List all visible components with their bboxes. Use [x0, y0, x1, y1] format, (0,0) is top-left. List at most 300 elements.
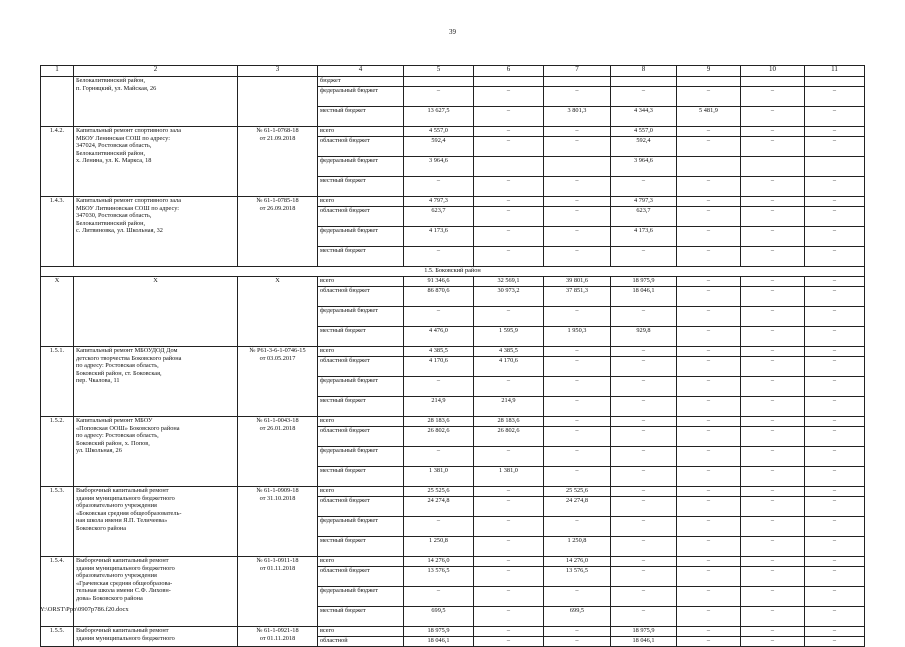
amount-cell: – — [544, 427, 611, 447]
amount-cell: – — [404, 517, 474, 537]
budget-source: федеральный бюджет — [318, 517, 404, 537]
table-body — [41, 66, 865, 647]
amount-cell: 4 797,3 — [404, 197, 474, 207]
amount-cell: – — [805, 497, 865, 517]
amount-cell: – — [544, 377, 611, 397]
description-line: ная школа имени Я.П. Теличеева» — [76, 517, 168, 524]
amount-cell: – — [611, 427, 677, 447]
amount-cell: 4 557,0 — [611, 127, 677, 137]
description-line: Выборочный капитальный ремонт — [76, 487, 169, 494]
amount-cell — [677, 77, 741, 87]
amount-cell: – — [404, 377, 474, 397]
amount-cell: 5 481,9 — [677, 107, 741, 127]
amount-cell: – — [677, 537, 741, 557]
amount-cell: – — [805, 487, 865, 497]
header-row — [41, 66, 865, 77]
amount-cell: 4 385,5 — [474, 347, 544, 357]
amount-cell: 4 385,5 — [404, 347, 474, 357]
amount-cell: – — [404, 87, 474, 107]
document-ref — [238, 417, 318, 487]
amount-cell: – — [544, 127, 611, 137]
amount-cell: – — [741, 397, 805, 417]
amount-cell: 3 801,3 — [544, 107, 611, 127]
description-line: тельная школа имени С.Ф. Лиховн- — [76, 587, 171, 594]
amount-cell: – — [544, 357, 611, 377]
budget-source: всего — [318, 627, 404, 637]
item-description — [74, 347, 238, 417]
description-line: Белокалитвинский район, — [76, 149, 146, 157]
document-ref — [238, 77, 318, 127]
amount-cell: 18 975,9 — [404, 627, 474, 637]
amount-cell: – — [474, 137, 544, 157]
amount-cell: 39 801,6 — [544, 277, 611, 287]
amount-cell: – — [741, 307, 805, 327]
amount-cell: – — [741, 327, 805, 347]
amount-cell: – — [677, 447, 741, 467]
amount-cell: – — [741, 427, 805, 447]
amount-cell: – — [805, 347, 865, 357]
amount-cell: 1 250,8 — [404, 537, 474, 557]
amount-cell: – — [474, 637, 544, 647]
column-header: 4 — [318, 66, 404, 77]
description-line: здания муниципального бюджетного — [76, 634, 175, 642]
amount-cell: – — [677, 417, 741, 427]
description-line: 347030, Ростовская область, — [76, 212, 152, 219]
amount-cell — [544, 157, 611, 177]
budget-source: местный бюджет — [318, 247, 404, 267]
amount-cell: 30 973,2 — [474, 287, 544, 307]
amount-cell: – — [805, 627, 865, 637]
document-ref — [238, 487, 318, 557]
amount-cell: – — [544, 417, 611, 427]
amount-cell: 4 476,0 — [404, 327, 474, 347]
description-line: здания муниципального бюджетного — [76, 564, 175, 572]
document-line: № 61-1-0911-18 — [256, 557, 299, 564]
amount-cell: – — [741, 637, 805, 647]
amount-cell: – — [544, 247, 611, 267]
item-description — [74, 557, 238, 627]
description-line: Капитальный ремонт спортивного зала — [76, 197, 181, 204]
budget-source: всего — [318, 347, 404, 357]
description-line: детского творчества Боковского района — [76, 354, 182, 362]
amount-cell: 4 173,6 — [611, 227, 677, 247]
amount-cell: – — [805, 197, 865, 207]
footer-path: Y:\ORST\Ppo\0907p786.f20.docx — [40, 606, 129, 613]
amount-cell: – — [677, 127, 741, 137]
description-line: дова» Боковского района — [76, 594, 143, 602]
budget-source: федеральный бюджет — [318, 157, 404, 177]
amount-cell — [404, 77, 474, 87]
amount-cell: – — [741, 137, 805, 157]
budget-source: всего — [318, 487, 404, 497]
amount-cell: – — [805, 427, 865, 447]
table-row — [41, 627, 865, 637]
amount-cell: – — [474, 487, 544, 497]
budget-source: бюджет — [318, 77, 404, 87]
amount-cell: – — [611, 537, 677, 557]
budget-source: федеральный бюджет — [318, 447, 404, 467]
amount-cell: – — [805, 137, 865, 157]
item-number: 1.5.1. — [41, 347, 74, 417]
document-ref — [238, 347, 318, 417]
budget-source: всего — [318, 197, 404, 207]
amount-cell — [611, 77, 677, 87]
budget-source: областной бюджет — [318, 207, 404, 227]
amount-cell: 86 870,6 — [404, 287, 474, 307]
amount-cell: – — [544, 177, 611, 197]
budget-source: областной бюджет — [318, 287, 404, 307]
amount-cell: – — [677, 517, 741, 537]
description-line: Боковский район, х. Попов, — [76, 439, 150, 447]
table-row — [41, 557, 865, 567]
amount-cell: – — [474, 307, 544, 327]
budget-source: федеральный бюджет — [318, 377, 404, 397]
description-line: Боковского района — [76, 524, 127, 532]
amount-cell — [741, 77, 805, 87]
amount-cell: – — [805, 587, 865, 607]
item-description — [74, 487, 238, 557]
amount-cell: – — [741, 587, 805, 607]
amount-cell: – — [677, 487, 741, 497]
amount-cell: 24 274,8 — [404, 497, 474, 517]
column-header: 2 — [74, 66, 238, 77]
description-line: Белокалитвинский район, — [76, 219, 146, 227]
column-header: 1 — [41, 66, 74, 77]
amount-cell: 4 797,3 — [611, 197, 677, 207]
amount-cell: – — [805, 557, 865, 567]
amount-cell: 14 276,0 — [404, 557, 474, 567]
amount-cell: – — [611, 377, 677, 397]
budget-source: местный бюджет — [318, 107, 404, 127]
amount-cell: – — [544, 587, 611, 607]
budget-source: областной бюджет — [318, 137, 404, 157]
amount-cell: 1 381,0 — [474, 467, 544, 487]
amount-cell: – — [677, 137, 741, 157]
amount-cell — [474, 77, 544, 87]
amount-cell: – — [404, 307, 474, 327]
column-header: 9 — [677, 66, 741, 77]
budget-source: областной бюджет — [318, 357, 404, 377]
amount-cell: – — [474, 587, 544, 607]
amount-cell: – — [677, 607, 741, 627]
amount-cell: – — [741, 627, 805, 637]
amount-cell: – — [611, 467, 677, 487]
amount-cell: – — [741, 287, 805, 307]
amount-cell: – — [805, 247, 865, 267]
description-line: по адресу: Ростовская область, — [76, 432, 159, 439]
item-description — [74, 277, 238, 347]
amount-cell: – — [404, 447, 474, 467]
description-line: МБОУ Литвиновская СОШ по адресу: — [76, 204, 180, 212]
amount-cell: – — [611, 417, 677, 427]
budget-source: федеральный бюджет — [318, 227, 404, 247]
description-line: Капитальный ремонт МБОУ — [76, 417, 153, 424]
document-line: от 03.05.2017 — [259, 354, 296, 362]
amount-cell: 13 627,5 — [404, 107, 474, 127]
amount-cell: – — [741, 127, 805, 137]
description-line: п. Горняцкий, ул. Майская, 26 — [76, 84, 157, 92]
document-line: № 61-1-0768-18 — [256, 127, 299, 134]
amount-cell: – — [677, 637, 741, 647]
amount-cell: 28 183,6 — [474, 417, 544, 427]
amount-cell: 28 183,6 — [404, 417, 474, 427]
item-number: 1.4.3. — [41, 197, 74, 267]
amount-cell: – — [611, 357, 677, 377]
amount-cell: – — [805, 637, 865, 647]
amount-cell: – — [741, 227, 805, 247]
amount-cell: 4 170,6 — [404, 357, 474, 377]
document-line: Х — [275, 277, 280, 284]
amount-cell: – — [677, 427, 741, 447]
amount-cell: 592,4 — [404, 137, 474, 157]
amount-cell: 1 950,3 — [544, 327, 611, 347]
amount-cell: 18 046,1 — [611, 637, 677, 647]
description-line: МБОУ Ленинская СОШ по адресу: — [76, 134, 170, 142]
description-line: здания муниципального бюджетного — [76, 494, 175, 502]
amount-cell: – — [404, 177, 474, 197]
amount-cell: 91 346,6 — [404, 277, 474, 287]
amount-cell: – — [677, 327, 741, 347]
amount-cell: – — [544, 467, 611, 487]
amount-cell: – — [474, 107, 544, 127]
amount-cell: – — [805, 447, 865, 467]
document-ref — [238, 627, 318, 647]
budget-source: местный бюджет — [318, 327, 404, 347]
description-line: х. Ленина, ул. К. Маркса, 18 — [76, 157, 152, 164]
amount-cell: – — [805, 567, 865, 587]
amount-cell: – — [611, 587, 677, 607]
amount-cell: – — [741, 497, 805, 517]
budget-source: областной бюджет — [318, 567, 404, 587]
amount-cell: – — [544, 197, 611, 207]
amount-cell: – — [805, 277, 865, 287]
amount-cell: – — [805, 227, 865, 247]
amount-cell: – — [741, 417, 805, 427]
amount-cell: – — [544, 307, 611, 327]
budget-source: всего — [318, 277, 404, 287]
item-number: Х — [41, 277, 74, 347]
amount-cell: – — [474, 517, 544, 537]
description-line: образовательного учреждения — [76, 502, 157, 509]
amount-cell: – — [677, 307, 741, 327]
amount-cell: – — [805, 417, 865, 427]
description-line: по адресу: Ростовская область, — [76, 362, 159, 369]
amount-cell: – — [677, 377, 741, 397]
amount-cell: – — [544, 397, 611, 417]
amount-cell: – — [677, 467, 741, 487]
column-header: 7 — [544, 66, 611, 77]
amount-cell: – — [611, 607, 677, 627]
amount-cell: – — [741, 247, 805, 267]
description-line: 347024, Ростовская область, — [76, 142, 152, 149]
document-line: № 61-1-0785-18 — [256, 197, 299, 204]
budget-source: федеральный бюджет — [318, 87, 404, 107]
section-row — [41, 267, 865, 277]
amount-cell: 26 802,6 — [474, 427, 544, 447]
budget-source: всего — [318, 417, 404, 427]
amount-cell: 623,7 — [404, 207, 474, 227]
description-line: Выборочный капитальный ремонт — [76, 627, 169, 634]
budget-source: местный бюджет — [318, 467, 404, 487]
budget-source: местный бюджет — [318, 537, 404, 557]
document-line: № 61-1-0921-18 — [256, 627, 299, 634]
document-line: от 21.09.2018 — [259, 134, 296, 142]
amount-cell: – — [611, 497, 677, 517]
budget-source: федеральный бюджет — [318, 307, 404, 327]
description-line: ул. Школьная, 26 — [76, 447, 122, 454]
table-row — [41, 277, 865, 287]
amount-cell: – — [474, 247, 544, 267]
amount-cell: – — [741, 467, 805, 487]
amount-cell: – — [474, 377, 544, 397]
amount-cell: 18 046,1 — [611, 287, 677, 307]
budget-source: всего — [318, 557, 404, 567]
amount-cell: 3 964,6 — [404, 157, 474, 177]
description-line: «Поповская ООШ» Боковского района — [76, 424, 180, 432]
amount-cell: – — [544, 517, 611, 537]
amount-cell: – — [474, 557, 544, 567]
description-line: пер. Чкалова, 11 — [76, 377, 120, 384]
amount-cell: 37 851,3 — [544, 287, 611, 307]
amount-cell: – — [544, 627, 611, 637]
amount-cell: 26 802,6 — [404, 427, 474, 447]
amount-cell: – — [544, 137, 611, 157]
amount-cell: – — [611, 177, 677, 197]
amount-cell: – — [805, 397, 865, 417]
amount-cell: 25 525,6 — [544, 487, 611, 497]
amount-cell: – — [677, 357, 741, 377]
amount-cell: – — [805, 537, 865, 557]
item-number: 1.5.3. — [41, 487, 74, 557]
amount-cell: – — [474, 87, 544, 107]
item-description — [74, 77, 238, 127]
table-row — [41, 417, 865, 427]
amount-cell: – — [805, 377, 865, 397]
amount-cell: 929,8 — [611, 327, 677, 347]
budget-source: областной — [318, 637, 404, 647]
document-line: от 26.01.2018 — [259, 424, 296, 432]
item-number: 1.5.2. — [41, 417, 74, 487]
amount-cell: – — [741, 107, 805, 127]
amount-cell: – — [741, 447, 805, 467]
amount-cell: – — [474, 207, 544, 227]
amount-cell: – — [544, 447, 611, 467]
amount-cell: – — [677, 587, 741, 607]
amount-cell: – — [805, 307, 865, 327]
amount-cell: – — [741, 607, 805, 627]
document-line: от 01.11.2018 — [259, 564, 296, 572]
document-line: от 26.09.2018 — [259, 204, 296, 212]
amount-cell: – — [805, 357, 865, 377]
amount-cell: – — [544, 207, 611, 227]
document-line: № Р61-3-6-1-0746-15 — [249, 347, 306, 354]
amount-cell: 1 381,0 — [404, 467, 474, 487]
amount-cell: – — [741, 537, 805, 557]
amount-cell: 1 250,8 — [544, 537, 611, 557]
amount-cell: – — [611, 567, 677, 587]
amount-cell: – — [741, 347, 805, 357]
amount-cell: – — [611, 397, 677, 417]
amount-cell: – — [741, 377, 805, 397]
column-header: 10 — [741, 66, 805, 77]
amount-cell: 32 569,1 — [474, 277, 544, 287]
amount-cell: – — [404, 247, 474, 267]
item-number: 1.5.5. — [41, 627, 74, 647]
budget-source: областной бюджет — [318, 427, 404, 447]
amount-cell: – — [544, 87, 611, 107]
amount-cell: – — [677, 567, 741, 587]
amount-cell: 13 576,5 — [404, 567, 474, 587]
amount-cell: 24 274,8 — [544, 497, 611, 517]
amount-cell: – — [741, 357, 805, 377]
amount-cell: 4 170,6 — [474, 357, 544, 377]
amount-cell: – — [805, 327, 865, 347]
amount-cell: – — [741, 197, 805, 207]
document-line: № 61-1-0909-18 — [256, 487, 299, 494]
amount-cell: – — [544, 347, 611, 357]
amount-cell: – — [404, 587, 474, 607]
amount-cell: 18 975,9 — [611, 277, 677, 287]
amount-cell: 25 525,6 — [404, 487, 474, 497]
description-line: Боковский район, ст. Боковская, — [76, 369, 162, 377]
description-line: Х — [153, 277, 158, 284]
amount-cell — [677, 157, 741, 177]
column-header: 5 — [404, 66, 474, 77]
item-description — [74, 417, 238, 487]
description-line: «Боковская средняя общеобразователь- — [76, 509, 182, 517]
amount-cell: – — [611, 307, 677, 327]
budget-source: федеральный бюджет — [318, 587, 404, 607]
description-line: Белокалитвинский район, — [76, 77, 146, 84]
description-line: с. Литвиновка, ул. Школьная, 32 — [76, 227, 163, 234]
description-line: Капитальный ремонт МБОУДОД Дом — [76, 347, 178, 354]
amount-cell: 699,5 — [544, 607, 611, 627]
amount-cell: – — [741, 487, 805, 497]
amount-cell: – — [677, 177, 741, 197]
amount-cell: – — [741, 567, 805, 587]
amount-cell: – — [544, 637, 611, 647]
budget-source: всего — [318, 127, 404, 137]
amount-cell: – — [611, 347, 677, 357]
amount-cell — [805, 77, 865, 87]
amount-cell: 214,9 — [474, 397, 544, 417]
amount-cell: – — [474, 567, 544, 587]
amount-cell: 1 595,9 — [474, 327, 544, 347]
item-description — [74, 627, 238, 647]
amount-cell: – — [474, 607, 544, 627]
table-row — [41, 487, 865, 497]
amount-cell: – — [611, 87, 677, 107]
document-line: № 61-1-0043-18 — [256, 417, 299, 424]
amount-cell: 4 344,3 — [611, 107, 677, 127]
amount-cell: – — [805, 467, 865, 487]
item-description — [74, 127, 238, 197]
amount-cell: – — [677, 87, 741, 107]
budget-table — [40, 65, 865, 647]
amount-cell — [741, 157, 805, 177]
amount-cell: 4 173,6 — [404, 227, 474, 247]
amount-cell: 214,9 — [404, 397, 474, 417]
amount-cell — [474, 157, 544, 177]
amount-cell: – — [741, 517, 805, 537]
amount-cell: – — [805, 177, 865, 197]
budget-source: местный бюджет — [318, 177, 404, 197]
item-number: 1.4.2. — [41, 127, 74, 197]
amount-cell: – — [741, 557, 805, 567]
table-row — [41, 77, 865, 87]
page-number: 39 — [449, 28, 456, 36]
amount-cell: – — [474, 447, 544, 467]
